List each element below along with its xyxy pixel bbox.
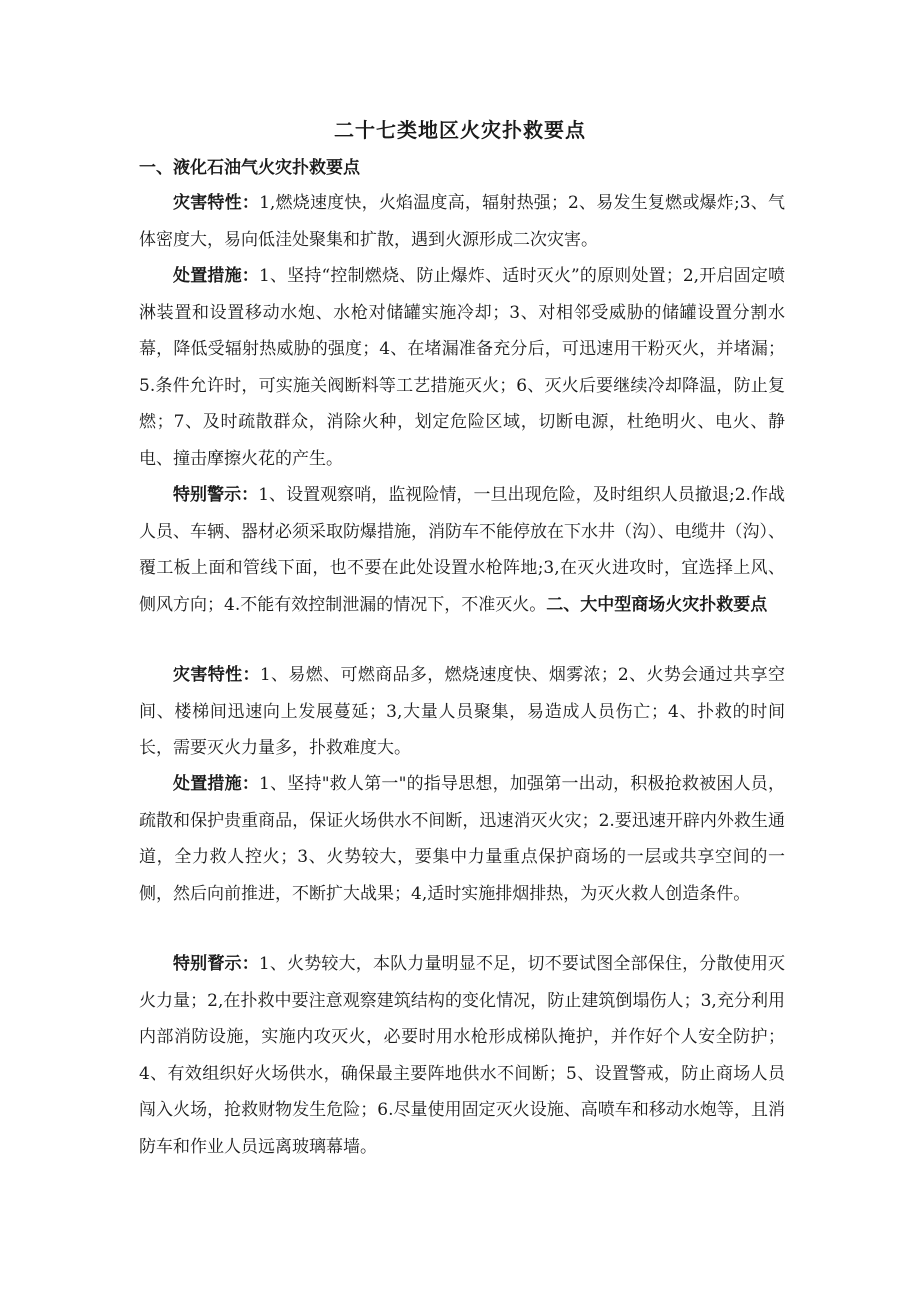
page-title: 二十七类地区火灾扑救要点	[334, 118, 586, 142]
section-1-heading: 一、液化石油气火灾扑救要点	[139, 158, 360, 178]
section-1-hazard-text: 1,燃烧速度快，火焰温度高，辐射热强；2、易发生复燃或爆炸;3、气体密度大，易向低洼处聚集和扩散，遇到火源形成二次灾害。	[139, 193, 786, 250]
section-2-warning-paragraph	[139, 946, 785, 1166]
section-2-hazard-label: 灾害特性：	[173, 665, 260, 685]
section-2-hazard-paragraph	[139, 657, 785, 767]
section-2-measures-paragraph	[139, 766, 785, 912]
section-2-heading: 二、大中型商场火灾扑救要点	[546, 594, 768, 615]
section-1-warning-text: 1、设置观察哨，监视险情，一旦出现危险，及时组织人员撤退;2.作战人员、车辆、器材必须采取防爆措施，消防车不能停放在下水井（沟）、电缆井（沟）、覆工板上面和管线下面，也不要在此处设置水枪阵地;3,在灭火进攻时，宜选择上风、侧风方向；4.不能有效控制泄漏的情况下，不准灭火。	[139, 485, 786, 615]
section-2-measures-text: 1、坚持"救人第一"的指导思想，加强第一出动，积极抢救被困人员，疏散和保护贵重商品，保证火场供水不间断，迅速消灭火灾；2.要迅速开辟内外救生通道，全力救人控火；3、火势较大，要集中力量重点保护商场的一层或共享空间的一侧，然后向前推进，不断扩大战果；4,适时实施排烟排热，为灭火救人创造条件。	[139, 774, 785, 904]
section-1-measures-label: 处置措施：	[173, 266, 259, 286]
section-1-warning-paragraph	[139, 477, 785, 623]
section-1-hazard-paragraph	[139, 185, 785, 258]
section-2-hazard-text: 1、易燃、可燃商品多，燃烧速度快、烟雾浓；2、火势会通过共享空间、楼梯间迅速向上发展蔓延；3,大量人员聚集，易造成人员伤亡；4、扑救的时间长，需要灭火力量多，扑救难度大。	[139, 665, 786, 759]
section-1-measures-paragraph	[139, 258, 785, 478]
section-2-warning-text: 1、火势较大，本队力量明显不足，切不要试图全部保住，分散使用灭火力量；2,在扑救中要注意观察建筑结构的变化情况，防止建筑倒塌伤人；3,充分利用内部消防设施，实施内攻灭火，必要时用水枪形成梯队掩护，并作好个人安全防护；4、有效组织好火场供水，确保最主要阵地供水不间断；5、设置警戒，防止商场人员闯入火场，抢救财物发生危险；6.尽量使用固定灭火设施、高喷车和移动水炮等，且消防车和作业人员远离玻璃幕墙。	[139, 954, 785, 1157]
section-1-hazard-label: 灾害特性：	[173, 193, 260, 213]
section-2-measures-label: 处置措施：	[173, 774, 260, 794]
section-1-warning-label: 特别警示：	[173, 485, 259, 505]
section-1-measures-text: 1、坚持“控制燃烧、防止爆炸、适时灭火”的原则处置；2,开启固定喷淋装置和设置移动水炮、水枪对储罐实施冷却；3、对相邻受威胁的储罐设置分割水幕，降低受辐射热威胁的强度；4、在堵漏准备充分后，可迅速用干粉灭火，并堵漏；5.条件允许时，可实施关阀断料等工艺措施灭火；6、灭火后要继续冷却降温，防止复燃；7、及时疏散群众，消除火种，划定危险区域，切断电源，杜绝明火、电火、静电、撞击摩擦火花的产生。	[139, 266, 786, 469]
section-2-warning-label: 特别瞀示：	[173, 954, 259, 974]
